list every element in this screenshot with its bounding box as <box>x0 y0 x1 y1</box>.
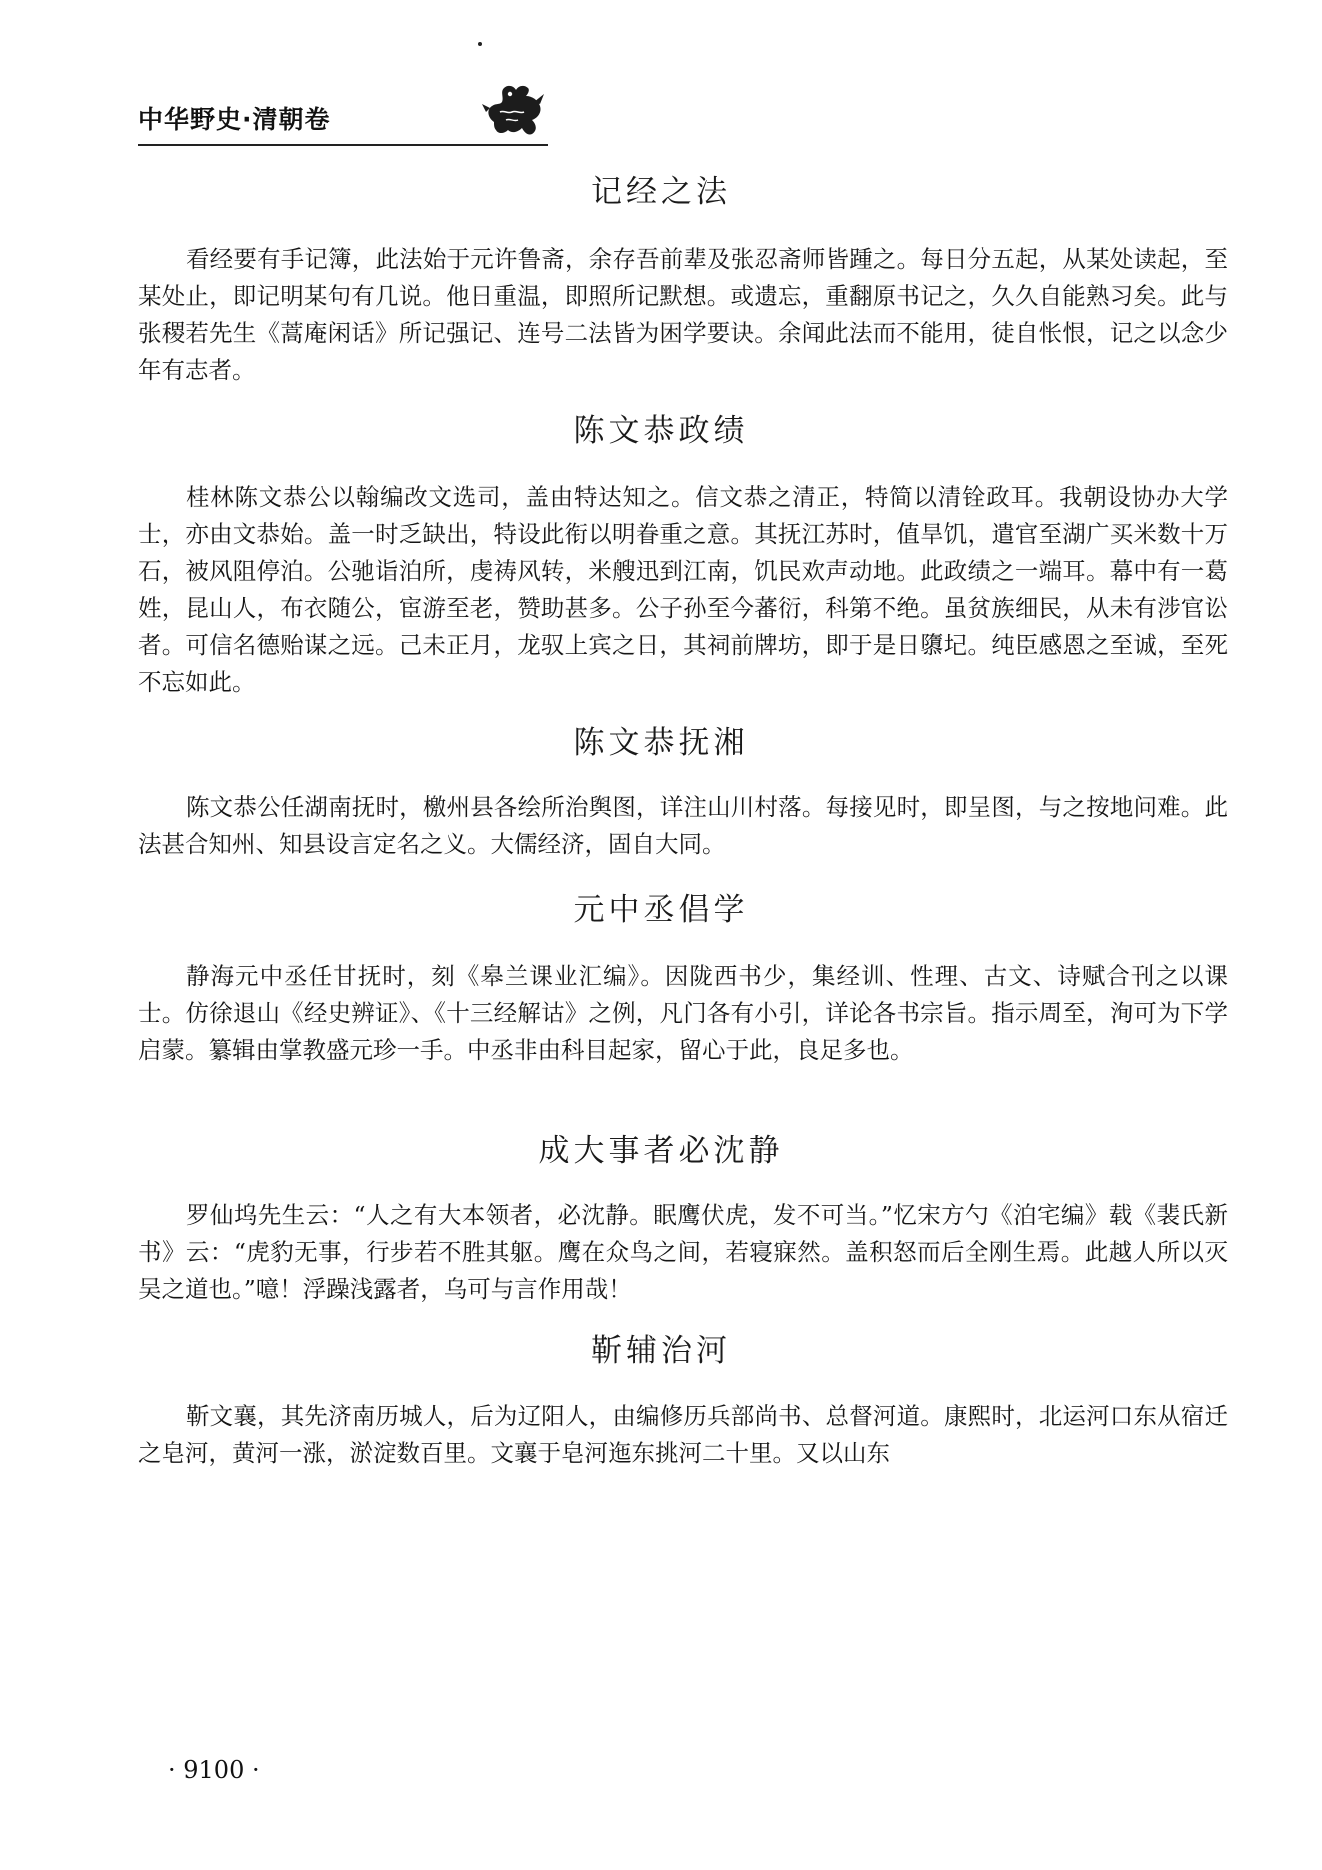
section-paragraph: 陈文恭公任湖南抚时，檄州县各绘所治舆图，详注山川村落。每接见时，即呈图，与之按地问难。此法甚合知州、知县设言定名之义。大儒经济，固自大同。 <box>138 793 1228 858</box>
running-header <box>138 92 548 146</box>
section-title: 成大事者必沈静 <box>538 1133 784 1169</box>
section-paragraph: 靳文襄，其先济南历城人，后为辽阳人，由编修历兵部尚书、总督河道。康熙时，北运河口东从宿迁之皂河，黄河一涨，淤淀数百里。文襄于皂河迤东挑河二十里。又以山东 <box>138 1402 1228 1467</box>
section-paragraph: 罗仙坞先生云：“人之有大本领者，必沈静。眠鹰伏虎，发不可当。”忆宋方勺《泊宅编》载《裴氏新书》云：“虎豹无事，行步若不胜其躯。鹰在众鸟之间，若寝寐然。盖积怒而后全刚生焉。此越人所以灭吴之道也。”噫！浮躁浅露者，乌可与言作用哉！ <box>138 1201 1228 1303</box>
section-paragraph: 静海元中丞任甘抚时，刻《皋兰课业汇编》。因陇西书少，集经训、性理、古文、诗赋合刊之以课士。仿徐退山《经史辨证》、《十三经解诂》之例，凡门各有小引，详论各书宗旨。指示周至，洵可为下学启蒙。纂辑由掌教盛元珍一手。中丞非由科目起家，留心于此，良足多也。 <box>138 962 1228 1064</box>
section-title: 陈文恭抚湘 <box>573 725 749 761</box>
section-title: 记经之法 <box>591 174 731 210</box>
page-number: · 9100 · <box>168 1756 260 1784</box>
section-paragraph: 看经要有手记簿，此法始于元许鲁斋，余存吾前辈及张忍斋师皆踵之。每日分五起，从某处读起，至某处止，即记明某句有几说。他日重温，即照所记默想。或遗忘，重翻原书记之，久久自能熟习矣。此与张稷若先生《蒿庵闲话》所记强记、连号二法皆为困学要诀。余闻此法而不能用，徒自怅恨，记之以念少年有志者。 <box>138 245 1228 384</box>
print-speck <box>478 42 482 46</box>
section-title: 元中丞倡学 <box>573 892 749 928</box>
section-paragraph: 桂林陈文恭公以翰编改文选司，盖由特达知之。信文恭之清正，特简以清铨政耳。我朝设协办大学士，亦由文恭始。盖一时乏缺出，特设此衔以明眷重之意。其抚江苏时，值旱饥，遣官至湖广买米数十万石，被风阻停泊。公驰诣泊所，虔祷风转，米艘迅到江南，饥民欢声动地。此政绩之一端耳。幕中有一葛姓，昆山人，布衣随公，宦游至老，赞助甚多。公子孙至今蕃衍，科第不绝。虽贫族细民，从未有涉官讼者。可信名德贻谋之远。己未正月，龙驭上宾之日，其祠前牌坊，即于是日隳圮。纯臣感恩之至诚，至死不忘如此。 <box>138 483 1228 696</box>
section-title: 陈文恭政绩 <box>573 413 749 449</box>
dragon-icon <box>480 78 552 140</box>
running-title: 中华野史·清朝卷 <box>138 105 331 134</box>
section-title: 靳辅治河 <box>591 1333 731 1369</box>
